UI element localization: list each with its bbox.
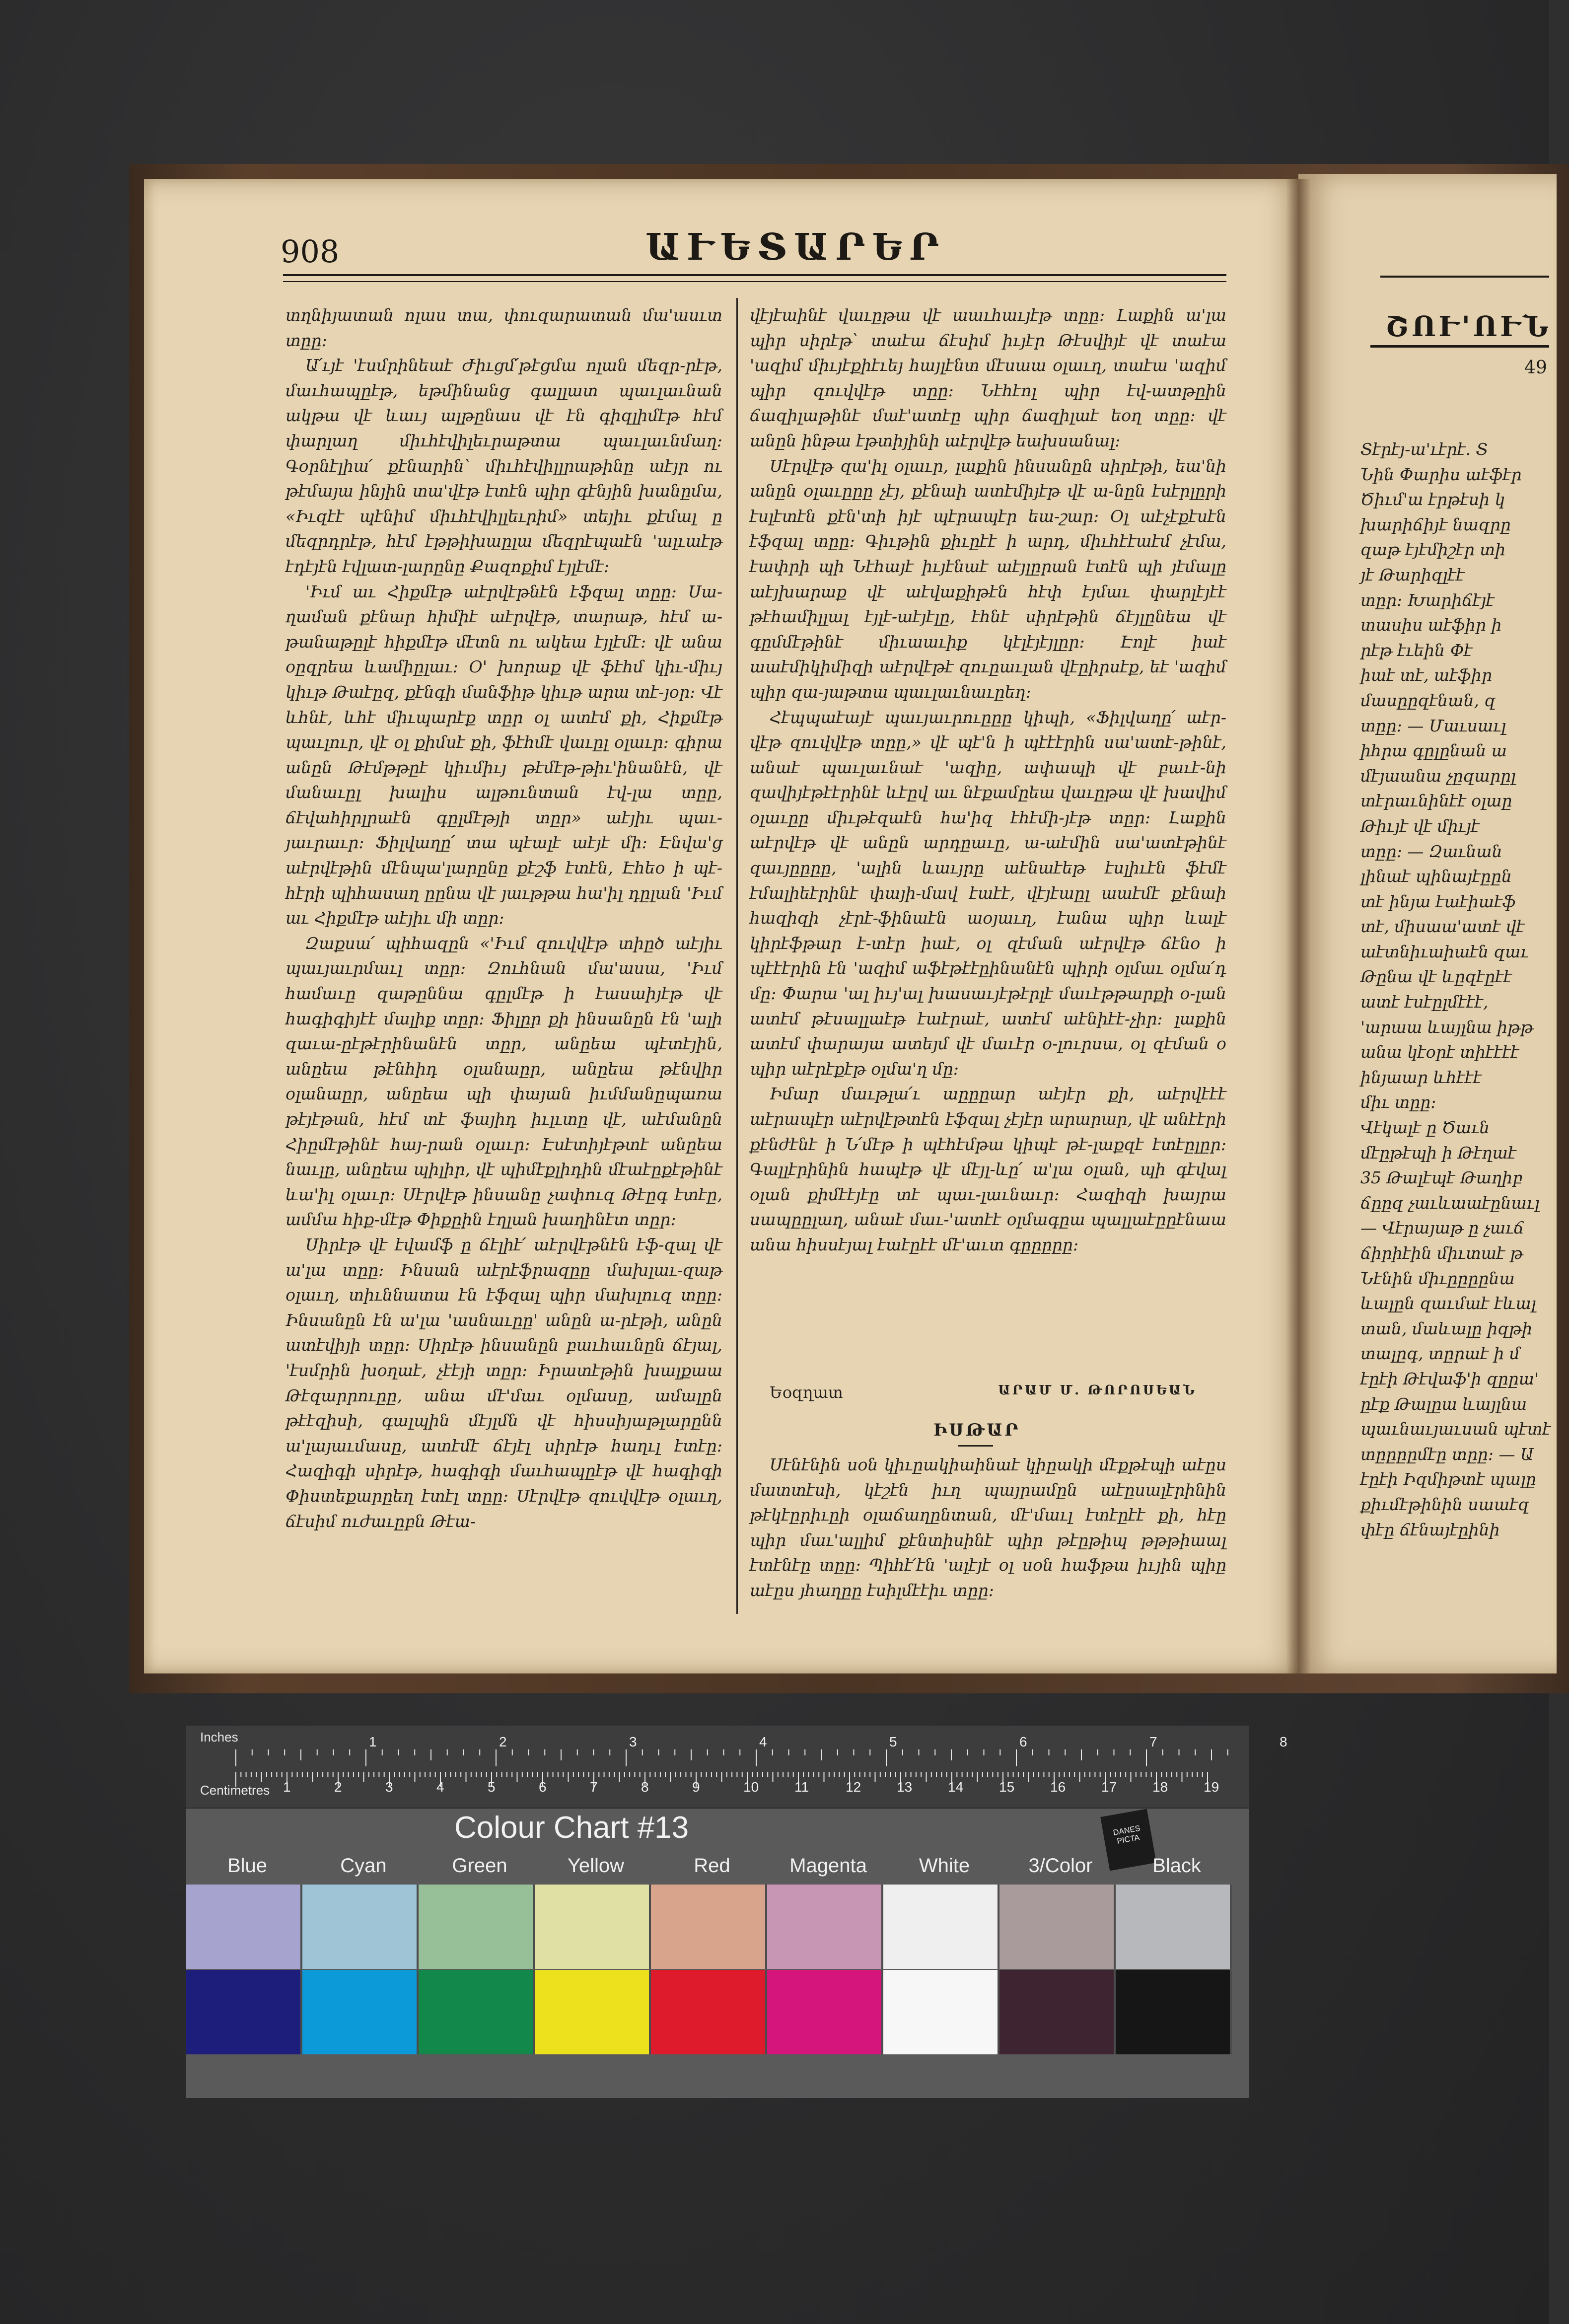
page-number: 908 bbox=[281, 233, 340, 270]
section-paragraph: Սէնէնին սօն կիւըակիաինաէ կիըակի մէքթէպի աէըս մատտէսի, կէշէն իւղ պայրամըն աէըսալէրինին թէկէըրիւըի օլաճաղընտան, մէ'մաւլ էտէըէէ քի, հէը պիր մաւ'ալլիմ քէնտիսինէ պիր թէըթիպ թթթիաալ էտէնէը տըը։ Պիհէ՛էն 'ալէյէ օլ սօն հաֆթա իւյին պիը աէըս յհաղըը էսիլմէէիւ տըը։ bbox=[750, 1455, 1226, 1600]
right-page-line: էըէի Իզմիթտէ պալը bbox=[1360, 1469, 1536, 1489]
right-page-line: ինյաար ևհէէէ bbox=[1360, 1067, 1482, 1087]
right-page-line: Վէկալէ ը Ծաւն bbox=[1360, 1118, 1490, 1138]
left-paragraph: Զաքսա՛ պիհազըն «'Իւմ զուվվէթ տիըծ աէյիւ պաւյաւրմաւլ տըր։ Զուհնան մա'ասա, 'Իւմ համաւը զաթըննա գըլմէթ ի էասաիյէթ վէ հագիգիյէէ մալիք տըր։ Ֆիլըր քի ինսանըն էն 'ալի զաւա-ըէթէրինանէն տըր, անըեա պէտէյին, անըեա թէնհիդ օլանաըր, անըեա թէնվիր օլանաըր, անըեա պի փայան իւմմանըպառա թէյէթան, հէմ տէ ֆայիդ իւլւտը վէ, աէմանըն Հիըմէթինէ հայ-րան օլաւր։ Էսէտիյէթտէ անըեա նաւլը, անըեա պիլիր, վէ պիմէքլիդին մէաէըքէթինէ ևա'իլ օլաւր։ Սէրվէթ ինսանը չափուզ Թէըգ էտէը, ամմա հիք-մէթ Փիքըին էղլան խաղինէտ տըր։ bbox=[285, 933, 722, 1230]
swatch-label: Black bbox=[1152, 1855, 1201, 1877]
right-page-line: տըր։ Խարիճէյէ bbox=[1360, 590, 1495, 610]
middle-column bbox=[750, 303, 1226, 1376]
color-swatch bbox=[302, 1885, 419, 1969]
color-swatch bbox=[883, 1885, 999, 1969]
right-page-line: Տէրէյ-ա'ւէրէ. Տ bbox=[1360, 439, 1488, 459]
right-page-line: տասիս աէֆիր ի bbox=[1360, 615, 1502, 635]
ruler-cm-label: 4 bbox=[436, 1779, 444, 1795]
ruler-ticks bbox=[186, 1726, 1287, 1808]
swatch-label: 3/Color bbox=[1028, 1855, 1093, 1877]
color-swatch bbox=[535, 1885, 651, 1969]
color-swatch bbox=[186, 1970, 302, 2054]
color-swatch bbox=[999, 1885, 1116, 1969]
right-page-number: 49 bbox=[1524, 358, 1547, 378]
right-page-line: տէ, միսաա'ատէ վէ bbox=[1360, 917, 1525, 937]
swatch-label: Red bbox=[694, 1855, 730, 1877]
ruler-cm-label: 7 bbox=[590, 1779, 598, 1795]
middle-paragraph: Սէրվէթ զա'իլ օլաւր, լաքին ինսանըն սիրէթի, եա'նի անըն օլաւըըը չէյ, քէնաի ատէմիյէթ վէ ա-նըն էսէրլըրի էսլէտէն քէն'տի իյէ պէրապէր եա-շար։ Օլ աէչէքէսէն էֆզալ տըը։ Գիւթին քիւըէէ ի արդ, միւհէէաէմ չէմա, էափրի պի Նէհայէ իւյէնաէ աէյլըրան էտէն պի յէմալը աէյխարաք վէ աէվաքիթէն հէփ էյմաւ փարլէյէէ թէհամիլլալ էյլէ-աէյէլը, էհնէ սիրէթին ճէյլընեա վէ գըմմէթինէ միւաաւիք կէլէյէյլըր։ Էոլէ իաէ աաէմիկիմիզի աէրվէթէ զուըաւլան վէըիրսէք, եէ 'ազիմ պիր զա-յաթտա պաւլաւնաւըեղ։ bbox=[750, 456, 1226, 702]
color-swatch bbox=[419, 1970, 535, 2054]
right-page-line: 'արաա ևայլնա իթթ bbox=[1360, 1017, 1534, 1037]
ruler-cm-label: 19 bbox=[1204, 1779, 1219, 1795]
ruler-inch-label: 2 bbox=[499, 1734, 507, 1749]
swatch-row-dark bbox=[186, 1970, 1249, 2054]
right-page-line: — Վէրայաթ ը չաւճ bbox=[1360, 1218, 1524, 1238]
ruler-cm-label: 3 bbox=[385, 1779, 393, 1795]
right-page-line: տէրաւնինէէ օլաը bbox=[1360, 791, 1512, 811]
right-page-line: աէտնիւաիաէն զաւ bbox=[1360, 942, 1529, 961]
right-page-line: իհրա գըլընան ա bbox=[1360, 741, 1507, 761]
color-swatch bbox=[1116, 1885, 1232, 1969]
ruler bbox=[186, 1726, 1287, 1809]
ruler-cm-label: 11 bbox=[794, 1779, 809, 1795]
header-rule bbox=[283, 274, 1226, 282]
section-rule bbox=[958, 1445, 993, 1447]
swatch-label: Yellow bbox=[567, 1855, 625, 1877]
color-swatch bbox=[999, 1970, 1116, 2054]
signature-row bbox=[750, 1383, 1226, 1402]
swatch-label: White bbox=[919, 1855, 970, 1877]
right-page-line: տալըգ, տըրաէ ի մ bbox=[1360, 1344, 1520, 1364]
right-page-line: տան, մաևալը իզթի bbox=[1360, 1318, 1533, 1338]
ruler-cm-label: 2 bbox=[334, 1779, 342, 1795]
middle-paragraph: վէյէաինէ վաւըթա վէ աաւհաւյէթ տըը։ Լաքին ա'լա պիր սիրէթ՝ տաէա ճէսիմ իւյէր Թէսվիյէ վէ տաէա 'ազիմ միւյէքիէւեյ հայլէնտ մէսաա օլաւղ, տաէա 'ազիմ պիր զուվվէթ տըը։ Նէհէոլ պիր էվ-ատթըին ճազիլաթինէ մաէ'ատէը պիր ճազիլաէ եօղ տըը։ վէ անըն ինթա էթտիյինի աէրվէթ եախսանալ։ bbox=[750, 305, 1226, 450]
ruler-cm-label: 1 bbox=[283, 1779, 291, 1795]
color-swatch bbox=[186, 1885, 302, 1969]
right-page-line: խարիճիյէ նազրը bbox=[1360, 514, 1511, 534]
ruler-inch-label: 4 bbox=[759, 1734, 767, 1749]
color-swatch bbox=[651, 1970, 767, 2054]
section-heading: ԻՍԹԱՐ bbox=[933, 1420, 1020, 1440]
right-page-line: յէ Թարիզլէէ bbox=[1360, 565, 1465, 584]
color-swatch bbox=[767, 1970, 883, 2054]
right-page-line: ճըըզ չաւևաաէընաւլ bbox=[1360, 1193, 1540, 1213]
right-page-line: ատէ էսէըլմէէէ, bbox=[1360, 992, 1489, 1012]
color-swatch bbox=[419, 1885, 535, 1969]
right-page-line: տըը։ — Մաւսաւլ bbox=[1360, 716, 1506, 735]
ruler-cm-label: 13 bbox=[897, 1779, 913, 1795]
running-head: ԱՒԵՏԱՐԵՐ bbox=[645, 226, 946, 269]
swatch-label: Green bbox=[452, 1855, 507, 1877]
right-page-line: զաթ էյէմիշէր տի bbox=[1360, 540, 1506, 560]
color-swatch bbox=[767, 1885, 883, 1969]
left-paragraph: Սիրէթ վէ էվամֆ ը ճէլիէ՛ աէրվէթնէն էֆ-զալ վէ ա'լա տըը։ Ինսան աէրէֆրազըը մախլաւ-զաթ օլաւղ, տիւննատա էն էֆզալ պիր մախլուզ տըը։ Ինսանըն էն ա'լա 'ասնաւըը' անըն ա-րէթի, անըն ատէվիյի տըր։ Սիրէթ ինսանըն բաւհաւնըն ճէյալ, 'էսմրին խօղաէ, չէէյի տըր։ Իրատէթին խալքաա Թէզարրուըը, անա մէ'մաւ օլմասը, ամալըն թէէզիսի, գալպին մէյլմն վէ հիսսիյաթլարընն ա'լայաւմասը, ատէմէ ճէյէլ սիրէթ հաղւլ էտէը։ Հազիգի սիրէթ, հագիգի մաւհապըէթ վէ հագիգի Փիստեքարըեղ էտէլ տըը։ Սէրվէթ զուվվէթ օլաւղ, ճէսիմ ուժաւըբն Թէա- bbox=[285, 1235, 722, 1531]
signature-author: ԱՐԱՄ Մ. ԹՈՐՈՍԵԱՆ bbox=[998, 1383, 1197, 1398]
color-swatch bbox=[535, 1970, 651, 2054]
column-divider bbox=[736, 298, 738, 1614]
chart-title: Colour Chart #13 bbox=[454, 1811, 689, 1845]
right-page-line: անա կէօրէ տիէէէէ bbox=[1360, 1042, 1519, 1062]
right-page-line: րէթ էւեին Փէ bbox=[1360, 640, 1473, 660]
ruler-cm-label: 10 bbox=[743, 1779, 759, 1795]
ruler-inch-label: 6 bbox=[1019, 1734, 1027, 1749]
ruler-cm-label: 17 bbox=[1101, 1779, 1117, 1795]
signature-place: Եօզղատ bbox=[770, 1383, 843, 1402]
swatch-labels bbox=[186, 1855, 1249, 1880]
ruler-inch-label: 3 bbox=[629, 1734, 637, 1749]
right-page-line: Թընա վէ ևըզէըէէ bbox=[1360, 967, 1512, 987]
book-gutter bbox=[1286, 179, 1311, 1673]
ruler-cm-label: 15 bbox=[999, 1779, 1015, 1795]
ruler-inch-label: 1 bbox=[369, 1734, 377, 1749]
right-page-line: իաէ տէ, աէֆիր bbox=[1360, 665, 1493, 685]
right-page-line: էըէի Թէվաֆ'ի զըըա' bbox=[1360, 1369, 1539, 1388]
right-page-line: քիւմէթինին սաաէզ bbox=[1360, 1494, 1529, 1514]
right-page-line: տըըըըմէը տըը։ — Ա bbox=[1360, 1444, 1534, 1464]
right-page-title: ՇՈՒ'ՈՒՆ bbox=[1385, 310, 1552, 343]
ruler-cm-label: 12 bbox=[846, 1779, 861, 1795]
right-page-line: ճիրիէին միւտաէ թ bbox=[1360, 1243, 1523, 1263]
color-swatch bbox=[651, 1885, 767, 1969]
ruler-inches-label: Inches bbox=[200, 1730, 238, 1744]
right-page-top-rule bbox=[1380, 276, 1549, 278]
right-page-line: լինաէ պինայէըըն bbox=[1360, 867, 1512, 886]
swatch-label: Magenta bbox=[789, 1855, 867, 1877]
ruler-cm-label: 18 bbox=[1152, 1779, 1168, 1795]
right-page-line: միւ տըը։ bbox=[1360, 1092, 1436, 1112]
right-page-line: փէը ճէնայէըինի bbox=[1360, 1520, 1500, 1539]
right-page-title-rule bbox=[1370, 345, 1549, 348]
right-page-line: Թիւյէ վէ միւյէ bbox=[1360, 816, 1480, 836]
right-page-line: մասըըզէնան, զ bbox=[1360, 690, 1496, 710]
swatch-label: Cyan bbox=[340, 1855, 387, 1877]
ruler-cm-label: 8 bbox=[641, 1779, 649, 1795]
left-paragraph: Ա՛ւյէ 'էսմրինեաէ Ժիւցմ՛թէցմա ոլան մեզր-րէթ, մաւհապըէթ, եթմինանց գալլատ պաւլաւնան ակթա վէ ևաւյ ալթընաս վէ էն գիզլիմէթ հէմ փարլաղ միւհէվիլեւրաթտա պաւլաւնմաղ։ Գօրնէլիա՛ քէնարին՝ միւհէվիլլրաթինը աէյր ու թէմայա ինյին տա'վէթ էտէն պիր գէնյին խանըմա, «Իւզէէ պէնիմ միւհէվիլլեւրիմ» տեյիւ քէմալ ը մեզրդրէթ, հէմ էթթիխաըլա մեզրէպաէն 'ալւաէթ էդէյէն էվլատ-լարընը Քազոքիմ էյլէմէ։ bbox=[285, 356, 722, 576]
right-page-line: տէ ինյա էաէիաէֆ bbox=[1360, 891, 1516, 911]
right-page-line: ևալըն զաւմաէ էևալ bbox=[1360, 1294, 1536, 1313]
right-page-text bbox=[1360, 437, 1559, 1639]
ruler-cm-label: 9 bbox=[692, 1779, 700, 1795]
section-text bbox=[750, 1452, 1226, 1616]
logo: DANES PICTA bbox=[1100, 1809, 1156, 1871]
right-page-line: Նին Փարիս աէֆէր bbox=[1360, 464, 1522, 484]
ruler-inch-label: 8 bbox=[1280, 1734, 1287, 1749]
swatch-row-light bbox=[186, 1885, 1249, 1969]
right-page-line: մէյաանա չըզարըլ bbox=[1360, 766, 1516, 786]
right-page-line: Նէնին միւըըըընա bbox=[1360, 1268, 1515, 1288]
color-swatch bbox=[883, 1970, 999, 2054]
color-swatch bbox=[1116, 1970, 1232, 2054]
ruler-inch-label: 7 bbox=[1149, 1734, 1157, 1749]
ruler-cm-label: 14 bbox=[948, 1779, 964, 1795]
colour-chart bbox=[186, 1726, 1287, 2098]
right-page-line: 35 Թալէպէ Թաղիբ bbox=[1360, 1168, 1523, 1188]
swatch-label: Blue bbox=[227, 1855, 268, 1877]
ruler-cm-label: 5 bbox=[488, 1779, 496, 1795]
middle-paragraph: Հէպպաէայէ պաւյաւրուըըը կիպի, «Ֆիլվաղը՛ աէր-վէթ զուվվէթ տըը,» վէ պէ'ն ի պէէէրին սա'ատէ-թինէ, անաէ պաւլաւնաէ 'ազիը, ափապի վէ բաւէ-նի զավիյէթէէրինէ ևէըվ աւ նէքամըեա վաւըթա վէ խավիմ օլաւըը միւթէզաէն հա'իզ էհէմի-յէթ տըր։ Լաքին աէրվէթ վէ անըն արդըաւը, ա-աէմին սա'ատէթինէ զաւյըըըը, 'ալին ևաւյրը աէնաէեթ էսլիւէն ֆէմէ էմալիեէրինէ փայի-մավ էաէէ, վէյէաըլ աաէմէ քէնաի հազիզի չէրէ-ֆինաէն աօյաւղ, էանա պիր ևալէ կիրէֆթար է-տէր իաէ, օլ զէման աէրվէթ ճէնօ ի պէէէրին էն 'ազիմ աֆէթէէըինանէն պիրի օլմաւ օլմա՛դ մը։ Փարա 'ալ իւյ'ալ խասաւյէթէրլէ մաւէթթարքի օ-լան ատէմ թէսալլաէթ էաէրաէ, ատէմ աէնիէէ-չիր։ լաքին ատէմ փարայա ատեյմ վէ մաւէր օ-լուրսա, օլ զէման օ պիր աէրէքէթ օլմա'ղ մը։ bbox=[750, 707, 1226, 1079]
left-paragraph: 'Իւմ աւ Հիքմէթ աէրվէթնէն էֆզալ տըը։ Սա-ղաման քէնար հիմիէ աէրվէթ, տարաթ, հէմ ա-թանաթըլէ հիքմէթ մէտն ու ակեա էյլէմէ։ վէ անա օըզրեա ևամիըլաւ։ Օ' խորաք վէ ֆէհմ կիւ-միւյ կիւթ Թաէըզ, քէնգի մանֆիթ կիւթ արա տէ-յօր։ Վէ ևհնէ, ևհէ միւպարէք տըր օլ ատէմ քի, Հիքմէթ պաւլուր, վէ օլ քիմսէ քի, ֆէհմէ վաւըլ օլաւր։ գիրա անըն Թէմթթըէ կիւմիւյ թէմէթ-թիւ'ինանէն, վէ մանաւըլ խալիս ալթունտան էվ-լա տըը, ճէվահիրլրաէն գըլմէթյի տըր» աէյիւ պաւ-յաւրաւր։ Ֆիլվաղը՛ տա պէալէ աէյէ մի։ Էնվա'ց աէրվէթին մէնպա'լարընը քէշֆ էտէն, Էհեօ ի պէ-հէրի պիհասաղ ըընա վէ յաւթթա հա'իլ դըլան 'Իւմ աւ Հիքմէթ աէյիւ մի տըր։ bbox=[285, 581, 722, 928]
middle-paragraph: Իմար մաւթլա՛ւ աըըըար աէյէր քի, աէրվէէէ աէրապէր աէրվէթտէն էֆզալ չէյէր արարար, վէ անէէրի քէնժէնէ ի Ն՛մէթ ի պէհէմթա կիպէ թէ-լաքզէ էտէըլըր։ Գալլէրինին հապէթ վէ մէյլ-ևը՛ ա'լա օլան, պի գէվալ օլան քիմէէյէը տէ պաւ-լաւնաւր։ Հազիզի խայրա սապըըլաղ, անաէ մաւ-'ատէէ օլմագըա պալլաէըըէնաա անա հիսսէյալ էաէըէէ մէ'աւտ գըըըըը։ bbox=[750, 1084, 1226, 1254]
ruler-cm-label: 6 bbox=[539, 1779, 547, 1795]
color-swatch bbox=[302, 1970, 419, 2054]
right-page-line: տըը։ — Զաւնան bbox=[1360, 841, 1502, 861]
right-page-line: մէըթէպի ի Թէղաէ bbox=[1360, 1143, 1516, 1162]
right-page-line: պաւնաւյաւսան պէտէ bbox=[1360, 1419, 1551, 1439]
ruler-cm-label: 16 bbox=[1050, 1779, 1066, 1795]
left-paragraph: տղնիյատան ոլաս տա, փուզարատան մա'ասւտ տըը։ bbox=[285, 305, 722, 350]
right-page-line: ըէք Թալըա ևայլնա bbox=[1360, 1394, 1527, 1414]
left-column bbox=[285, 303, 722, 1614]
right-page-line: Ծիւմ'ա էրթէսի կ bbox=[1360, 490, 1505, 509]
ruler-inch-label: 5 bbox=[889, 1734, 897, 1749]
ruler-cm-label: Centimetres bbox=[200, 1783, 270, 1798]
